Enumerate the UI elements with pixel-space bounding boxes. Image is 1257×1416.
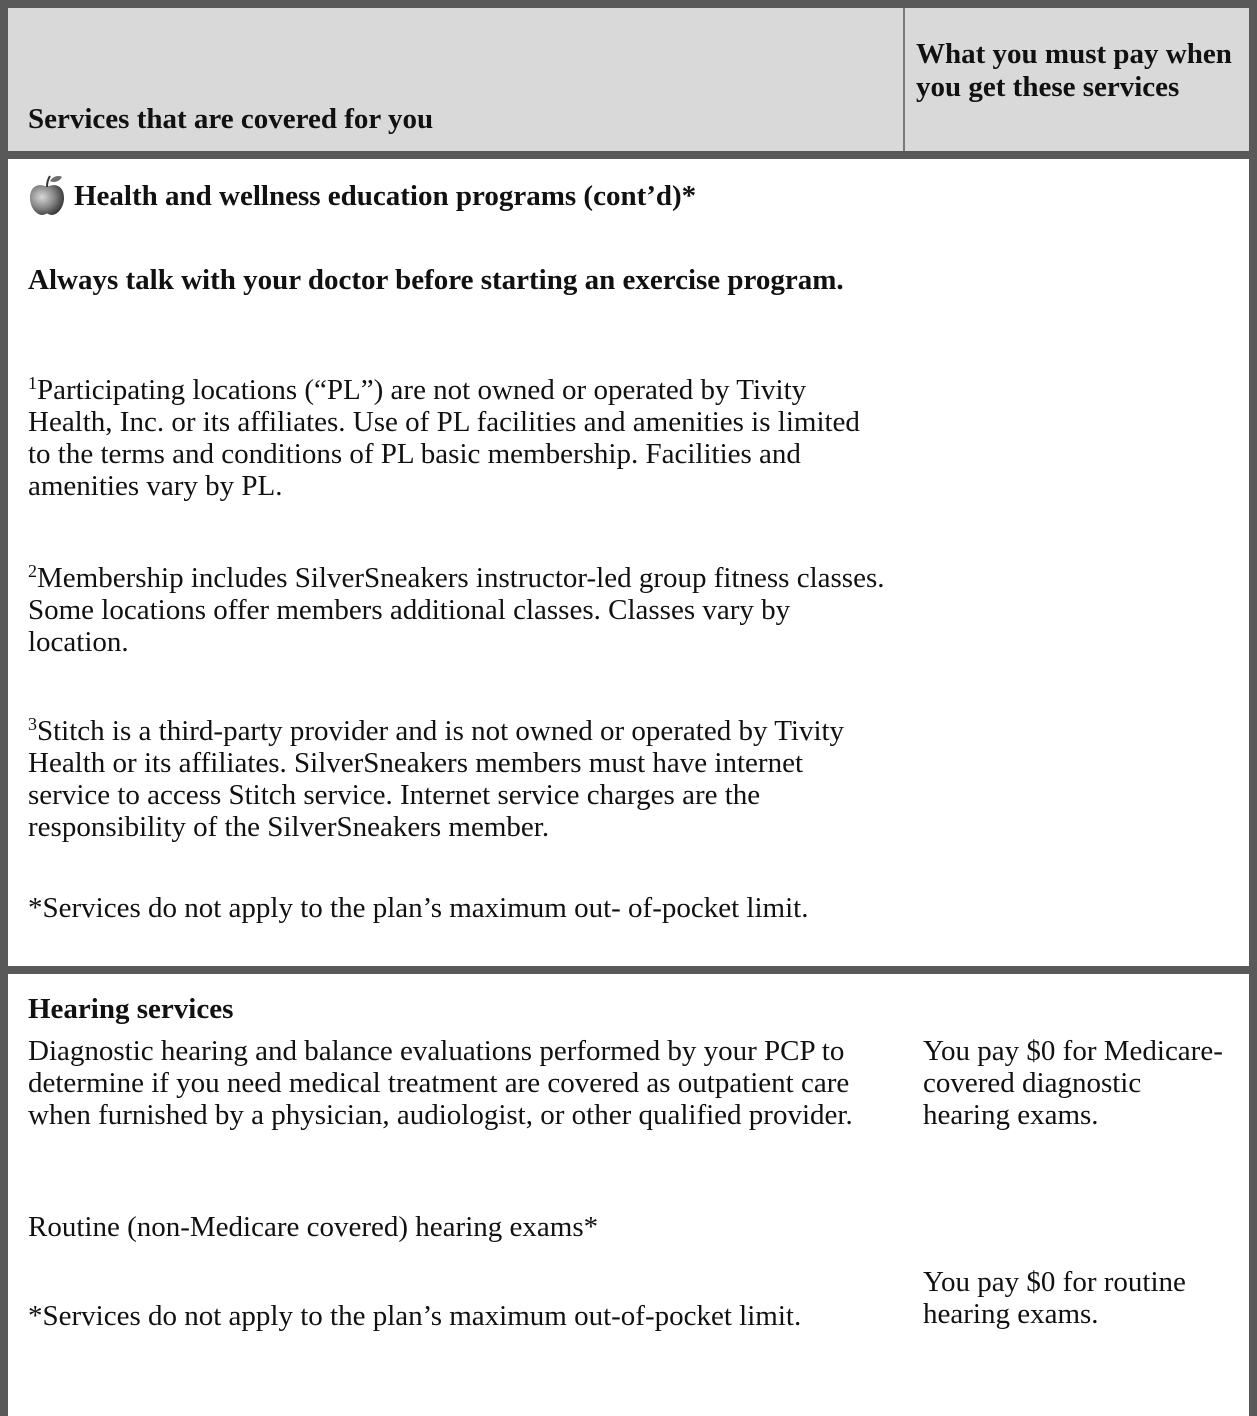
- hearing-moop-note: *Services do not apply to the plan’s maximum out-of-pocket limit.: [28, 1300, 802, 1332]
- exercise-advice: Always talk with your doctor before starting an exercise program.: [28, 264, 844, 296]
- footnote-2-mark: 2: [28, 561, 37, 581]
- table-header: [8, 8, 1249, 151]
- header-column-divider: [903, 8, 905, 151]
- footnote-3-mark: 3: [28, 714, 37, 734]
- apple-icon: [28, 174, 66, 216]
- header-what-you-pay: What you must pay when you get these services: [916, 38, 1232, 103]
- hearing-diagnostic-cost: You pay $0 for Medicare-covered diagnostic hearing exams.: [923, 1035, 1223, 1131]
- footnote-3: [28, 715, 868, 843]
- footnote-1-mark: 1: [28, 373, 37, 393]
- footnote-2-text: Membership includes SilverSneakers instructor-led group fitness classes. Some locations offer members additional classes. Classes vary by location.: [28, 562, 885, 658]
- header-services-covered: Services that are covered for you: [28, 103, 434, 135]
- hearing-section-title: Hearing services: [28, 993, 234, 1025]
- hearing-diagnostic-text: Diagnostic hearing and balance evaluations performed by your PCP to determine if you need medical treatment are covered as outpatient care when furnished by a physician, audiologist, or other qualified provider.: [28, 1035, 853, 1131]
- hearing-routine-text: Routine (non-Medicare covered) hearing exams*: [28, 1211, 599, 1243]
- wellness-section-title: Health and wellness education programs (cont’d)*: [74, 180, 697, 212]
- row-divider: [8, 966, 1249, 974]
- footnote-1-text: Participating locations (“PL”) are not owned or operated by Tivity Health, Inc. or its affiliates. Use of PL facilities and amenities is limited to the terms and conditions of PL basic membership. Facilities and amenities vary by PL.: [28, 374, 860, 502]
- row-divider: [8, 151, 1249, 159]
- footnote-1: [28, 374, 868, 502]
- hearing-routine-cost: You pay $0 for routine hearing exams.: [923, 1266, 1186, 1330]
- footnote-2: [28, 562, 888, 658]
- footnote-3-text: Stitch is a third-party provider and is not owned or operated by Tivity Health or its affiliates. SilverSneakers members must have internet service to access Stitch service. Internet service charges are the responsibility of the SilverSneakers member.: [28, 715, 845, 843]
- wellness-moop-note: *Services do not apply to the plan’s maximum out- of-pocket limit.: [28, 892, 809, 924]
